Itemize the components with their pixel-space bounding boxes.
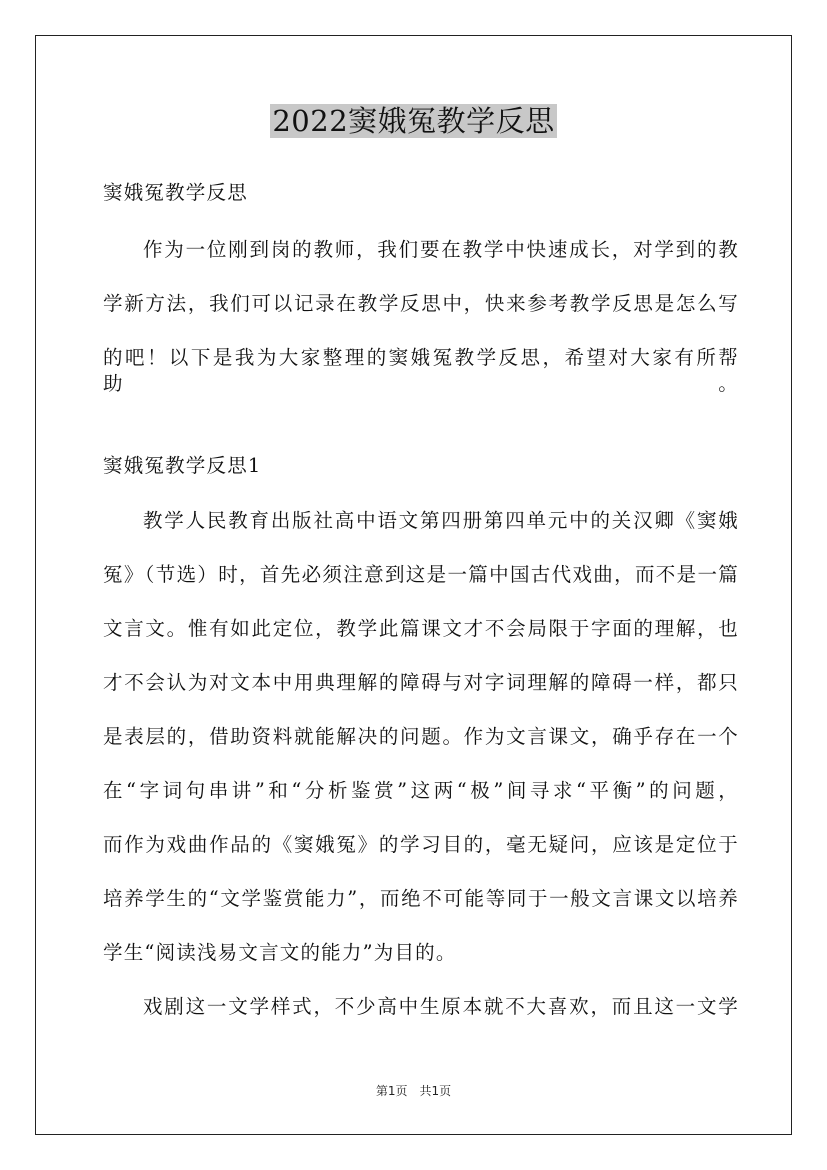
intro-line-2: 学新方法，我们可以记录在教学反思中，快来参考教学反思是怎么写 bbox=[103, 292, 739, 315]
page-footer: 第1页 共1页 bbox=[375, 1084, 452, 1098]
body-line-9: 学生“阅读浅易文言文的能力”为目的。 bbox=[103, 941, 457, 964]
body-line-1: 教学人民教育出版社高中语文第四册第四单元中的关汉卿《窦娥 bbox=[143, 509, 739, 532]
body-line-4: 才不会认为对文本中用典理解的障碍与对字词理解的障碍一样，都只 bbox=[103, 671, 739, 694]
body-line-3: 文言文。惟有如此定位，教学此篇课文才不会局限于字面的理解，也 bbox=[103, 617, 739, 640]
document-title: 2022窦娥冤教学反思 bbox=[272, 104, 555, 138]
intro-line-1: 作为一位刚到岗的教师，我们要在教学中快速成长，对学到的教 bbox=[143, 238, 739, 261]
para2-line-1: 戏剧这一文学样式，不少高中生原本就不大喜欢，而且这一文学 bbox=[143, 995, 739, 1018]
body-line-6: 在“字词句串讲”和“分析鉴赏”这两“极”间寻求“平衡”的问题， bbox=[103, 779, 739, 802]
body-line-8: 培养学生的“文学鉴赏能力”，而绝不可能等同于一般文言课文以培养 bbox=[103, 887, 739, 910]
body-line-7: 而作为戏曲作品的《窦娥冤》的学习目的，毫无疑问，应该是定位于 bbox=[103, 833, 739, 856]
section-heading: 窦娥冤教学反思1 bbox=[103, 454, 262, 477]
body-line-2: 冤》（节选）时，首先必须注意到这是一篇中国古代戏曲，而不是一篇 bbox=[103, 563, 739, 586]
intro-line-3: 的吧！以下是我为大家整理的窦娥冤教学反思，希望对大家有所帮助。 bbox=[103, 346, 739, 395]
body-line-5: 是表层的，借助资料就能解决的问题。作为文言课文，确乎存在一个 bbox=[103, 725, 739, 748]
heading-main: 窦娥冤教学反思 bbox=[103, 181, 248, 204]
